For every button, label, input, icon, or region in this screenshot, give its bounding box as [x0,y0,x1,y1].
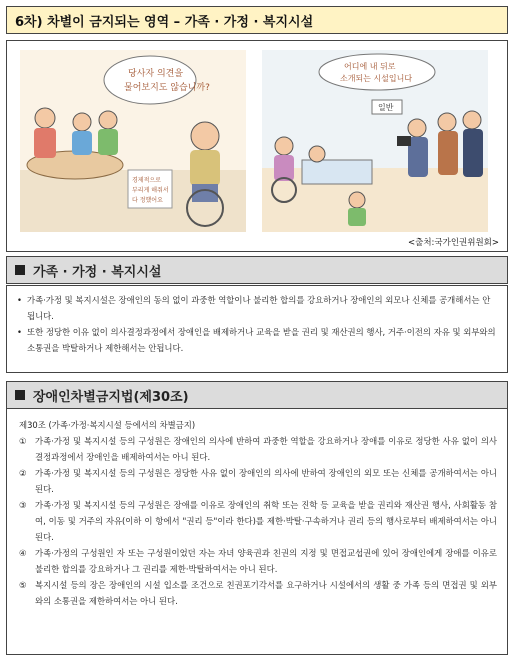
law-item [19,545,497,577]
law-item [19,497,497,545]
item-text: 복지시설 등의 장은 장애인의 시설 입소를 조건으로 친권포기각서를 요구하거나 시설에서의 생활 중 가족 등의 면접권 및 외부와의 소통권을 제한하여서는 아니 된다. [35,580,497,606]
svg-text:일반: 일반 [378,103,394,112]
list-item: • 또한 정당한 이유 없이 의사결정과정에서 장애인을 배제하거나 교육을 받을 권리 및 재산권의 행사, 거주·이전의 자유 및 외부와의 소통권을 박탈하거나 제한해서는 안됩니다. [17,324,497,356]
item-number: ② [19,468,27,478]
square-bullet-icon [15,265,25,275]
item-number: ④ [19,548,27,558]
item-number: ① [19,436,27,446]
section-heading-law [6,381,508,409]
section-heading-text: 장애인차별금지법(제30조) [33,389,189,405]
page-title [6,6,508,34]
item-number: ⑤ [19,580,27,590]
item-text: 가족·가정 및 복지시설 등의 구성원은 장애를 이유로 장애인의 취학 또는 진학 등 교육을 받을 권리와 재산권 행사, 사회활동 참여, 이동 및 거주의 자유(이하 이 항에서 "권리 등"이라 한다)를 제한·박탈·구속하거나 권리 등의 행사로부터 배제하여서는 아니 된다. [35,500,497,542]
section-body-family [6,285,508,373]
item-text: 가족·가정의 구성원인 자 또는 구성원이었던 자는 자녀 양육권과 친권의 지정 및 면접교섭권에 있어 장애인에게 장애를 이유로 불리한 합의를 강요하거나 그 권리를 제한·박탈하여서는 아니 된다. [35,548,497,574]
page-title-text: 6차) 차별이 금지되는 영역 – 가족 · 가정 · 복지시설 [15,14,314,30]
illustration-left [20,50,246,232]
svg-text:다 정했어요: 다 정했어요 [132,197,163,204]
svg-text:부리게 해줘서: 부리게 해줘서 [132,187,169,194]
image-caption: <출처:국가인권위원회> [407,238,499,248]
law-item [19,433,497,465]
section-heading-family [6,256,508,284]
svg-text:소개되는 시설입니다: 소개되는 시설입니다 [340,74,413,83]
section-body-law [6,408,508,655]
svg-text:물어보지도 않습니까?: 물어보지도 않습니까? [124,83,210,93]
square-bullet-icon [15,390,25,400]
item-number: ③ [19,500,27,510]
section-heading-text: 가족 · 가정 · 복지시설 [33,264,162,280]
illustration-right [262,50,488,232]
law-intro: 제30조 (가족·가정·복지시설 등에서의 차별금지) [19,420,196,430]
svg-text:어디에 내 뒤로: 어디에 내 뒤로 [344,62,396,71]
law-item [19,465,497,497]
item-text: 가족·가정 및 복지시설 등의 구성원은 장애인의 의사에 반하여 과중한 역할을 강요하거나 장애를 이유로 정당한 사유 없이 의사결정과정에서 장애인을 배제하여서는 아니 된다. [35,436,497,462]
svg-text:경제적으로: 경제적으로 [132,177,161,184]
item-text: 가족·가정 및 복지시설 등의 구성원은 정당한 사유 없이 장애인의 의사에 반하여 장애인의 외모 또는 신체를 공개하여서는 아니 된다. [35,468,497,494]
list-item: • 가족·가정 및 복지시설은 장애인의 동의 없이 과중한 역할이나 불리한 합의를 강요하거나 장애인의 외모나 신체를 공개해서는 안됩니다. [17,292,497,324]
law-item [19,577,497,609]
svg-text:당사자 의견을: 당사자 의견을 [128,69,184,79]
